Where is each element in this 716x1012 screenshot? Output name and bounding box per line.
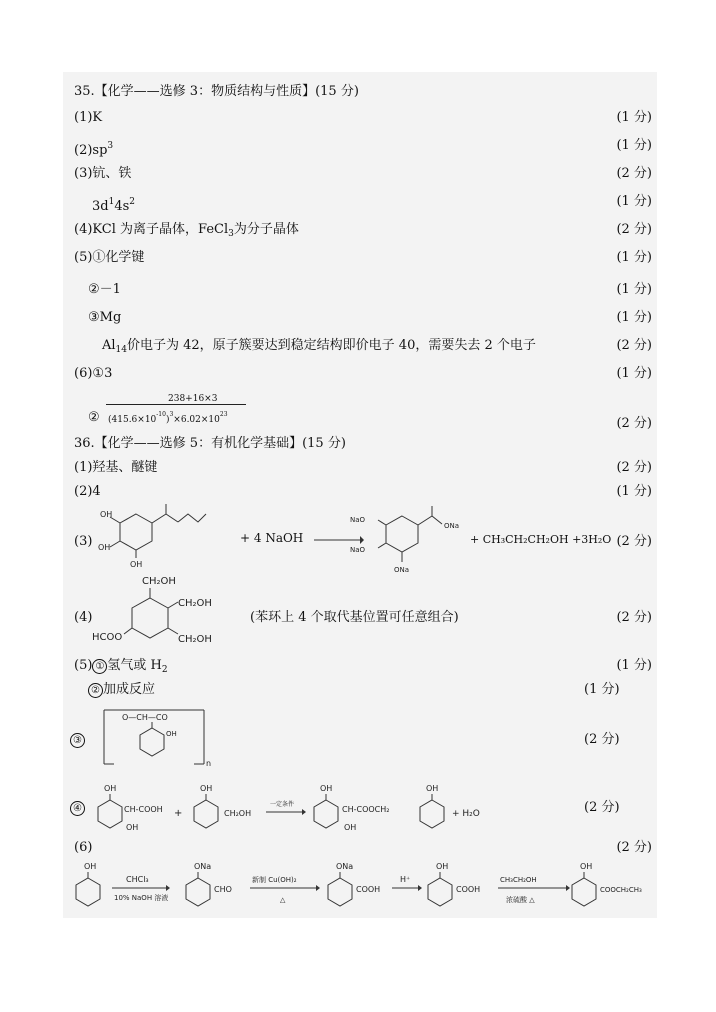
q35-4: (4)KCl 为离子晶体，FeCl$_3$为分子晶体 bbox=[74, 222, 299, 239]
svg-text:NaO: NaO bbox=[350, 516, 366, 524]
svg-text:CH₃CH₂OH: CH₃CH₂OH bbox=[500, 876, 537, 884]
svg-text:CH₂OH: CH₂OH bbox=[178, 598, 212, 609]
svg-text:OH: OH bbox=[200, 784, 213, 793]
svg-text:OH: OH bbox=[344, 823, 357, 832]
score: (1 分) bbox=[616, 250, 652, 265]
fraction-bar bbox=[106, 404, 246, 405]
synthesis-route bbox=[70, 858, 670, 910]
svg-text:OH: OH bbox=[84, 862, 97, 871]
svg-text:新制 Cu(OH)₂: 新制 Cu(OH)₂ bbox=[252, 876, 297, 884]
polymer-structure bbox=[84, 706, 224, 768]
q36-3-reactant-structure bbox=[96, 500, 206, 570]
svg-text:H⁺: H⁺ bbox=[400, 875, 411, 884]
fraction-denominator: $(415.6\times 10^{-10})^3\times 6.02\times 10^{23}$ bbox=[108, 411, 228, 425]
q35-title: 35.【化学——选修 3：物质结构与性质】(15 分) bbox=[74, 84, 359, 99]
svg-text:OH: OH bbox=[104, 784, 117, 793]
score: (1 分) bbox=[584, 682, 620, 697]
svg-text:CHCl₃: CHCl₃ bbox=[126, 875, 149, 884]
svg-text:COOH: COOH bbox=[456, 885, 481, 894]
q35-5-2: ②－1 bbox=[88, 282, 121, 297]
q36-5-4-mark: ④ bbox=[70, 800, 85, 816]
q35-6: (6)①3 bbox=[74, 366, 113, 381]
svg-text:CHO: CHO bbox=[214, 885, 232, 894]
q35-2: $(2)sp^3$ bbox=[74, 141, 114, 158]
svg-text:CH₂OH: CH₂OH bbox=[142, 576, 176, 587]
q35-1: (1)K bbox=[74, 110, 103, 125]
svg-text:OH: OH bbox=[426, 784, 439, 793]
score: (1 分) bbox=[616, 366, 652, 381]
score: (2 分) bbox=[616, 338, 652, 353]
reactant-plus-naoh: + 4 NaOH bbox=[240, 531, 304, 545]
svg-text:OH: OH bbox=[166, 730, 177, 738]
score: (1 分) bbox=[616, 658, 652, 673]
svg-text:ONa: ONa bbox=[394, 566, 410, 574]
svg-text:HCOO: HCOO bbox=[92, 632, 123, 643]
q36-5-3-mark: ③ bbox=[70, 732, 85, 748]
q35-3: (3)钪、铁 bbox=[74, 166, 132, 181]
esterification-reaction bbox=[88, 778, 498, 838]
score: (2 分) bbox=[616, 460, 652, 475]
fraction-numerator: 238+16×3 bbox=[168, 394, 218, 404]
q36-3: (3) bbox=[74, 534, 93, 549]
svg-text:CH-COOH: CH-COOH bbox=[124, 805, 163, 814]
score: (2 分) bbox=[584, 800, 620, 815]
svg-text:△: △ bbox=[280, 896, 286, 904]
score: (2 分) bbox=[584, 732, 620, 747]
score: (2 分) bbox=[616, 534, 652, 549]
q36-4-structure bbox=[92, 570, 226, 658]
svg-text:OH: OH bbox=[126, 823, 139, 832]
q35-5: (5)①化学键 bbox=[74, 250, 145, 265]
product-alcohol-water: + CH₃CH₂CH₂OH +3H₂O bbox=[470, 533, 612, 546]
svg-text:n: n bbox=[206, 759, 212, 768]
q36-5-2: ② 加成反应 bbox=[88, 682, 155, 698]
q35-3-config: $3d^14s^2$ bbox=[92, 197, 136, 214]
svg-text:ONa: ONa bbox=[444, 522, 460, 530]
svg-text:+: + bbox=[174, 808, 183, 819]
svg-text:一定条件: 一定条件 bbox=[270, 801, 295, 808]
score: (2 分) bbox=[616, 840, 652, 855]
svg-text:O—CH—CO: O—CH—CO bbox=[122, 713, 168, 722]
svg-text:OH: OH bbox=[130, 560, 143, 569]
svg-text:CH₂OH: CH₂OH bbox=[224, 809, 252, 818]
svg-text:CH-COOCH₂: CH-COOCH₂ bbox=[342, 805, 390, 814]
score: (2 分) bbox=[616, 416, 652, 431]
svg-text:+ H₂O: + H₂O bbox=[452, 809, 480, 819]
svg-text:ONa: ONa bbox=[336, 862, 354, 871]
q35-5-al: $Al_{14}$价电子为 42，原子簇要达到稳定结构即价电子 40，需要失去 2 个电子 bbox=[102, 338, 536, 355]
svg-text:NaO: NaO bbox=[350, 546, 366, 554]
q35-6-2-mark: ② bbox=[88, 410, 100, 425]
score: (1 分) bbox=[616, 138, 652, 153]
q36-title: 36.【化学——选修 5：有机化学基础】(15 分) bbox=[74, 436, 346, 451]
score: (2 分) bbox=[616, 166, 652, 181]
q36-4-note: (苯环上 4 个取代基位置可任意组合) bbox=[250, 610, 459, 625]
svg-text:OH: OH bbox=[436, 862, 449, 871]
svg-text:OH: OH bbox=[320, 784, 333, 793]
svg-text:浓硫酸 △: 浓硫酸 △ bbox=[506, 896, 535, 904]
q36-2: (2)4 bbox=[74, 484, 101, 499]
score: (1 分) bbox=[616, 484, 652, 499]
svg-text:CH₂OH: CH₂OH bbox=[178, 634, 212, 645]
svg-text:COOCH₂CH₃: COOCH₂CH₃ bbox=[600, 886, 642, 894]
score: (1 分) bbox=[616, 194, 652, 209]
svg-text:OH: OH bbox=[100, 510, 113, 519]
svg-text:10% NaOH 溶液: 10% NaOH 溶液 bbox=[114, 894, 169, 902]
score: (1 分) bbox=[616, 110, 652, 125]
q36-6: (6) bbox=[74, 840, 93, 855]
score: (1 分) bbox=[616, 282, 652, 297]
score: (2 分) bbox=[616, 610, 652, 625]
score: (1 分) bbox=[616, 310, 652, 325]
score: (2 分) bbox=[616, 222, 652, 237]
q36-3-product-structure bbox=[348, 500, 466, 578]
q36-4: (4) bbox=[74, 610, 93, 625]
svg-text:OH: OH bbox=[98, 543, 111, 552]
svg-text:COOH: COOH bbox=[356, 885, 381, 894]
q36-1: (1)羟基、醚键 bbox=[74, 460, 158, 475]
svg-text:OH: OH bbox=[580, 862, 593, 871]
q36-5: (5) ① 氢气或 $H_2$ bbox=[74, 658, 168, 675]
q35-5-3: ③Mg bbox=[88, 310, 122, 325]
svg-text:ONa: ONa bbox=[194, 862, 212, 871]
